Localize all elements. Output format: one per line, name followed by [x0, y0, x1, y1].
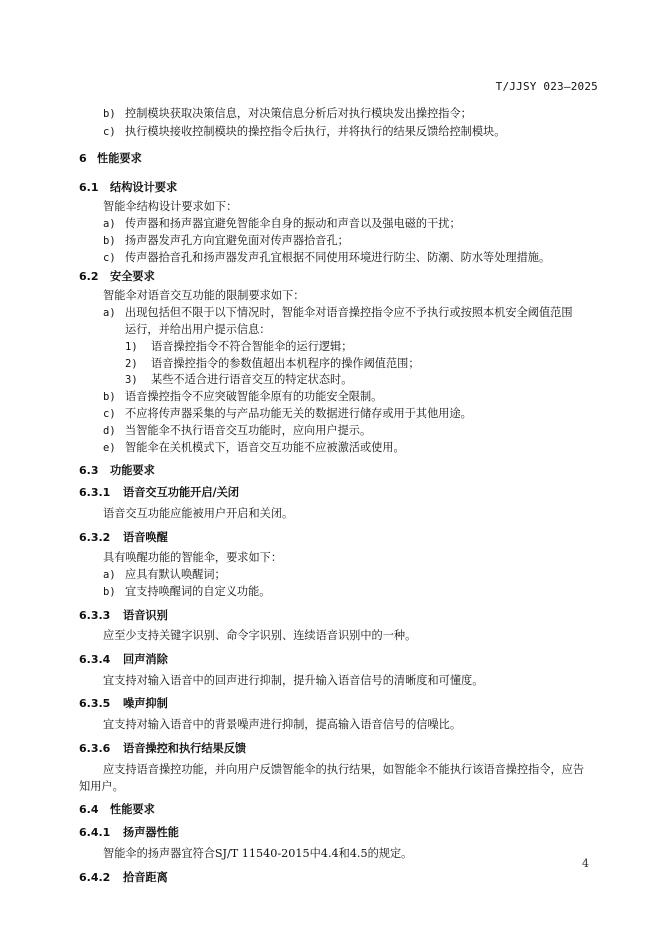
- section-number: 6.4.2: [79, 871, 111, 884]
- list-item-text: 当智能伞不执行语音交互功能时，应向用户提示。: [125, 424, 372, 437]
- section-title: 结构设计要求: [110, 181, 178, 194]
- section-title: 扬声器性能: [123, 826, 179, 839]
- section-number: 6: [79, 152, 87, 165]
- list-label: 1): [125, 341, 138, 353]
- list-label: a): [103, 569, 116, 581]
- section-number: 6.3.3: [79, 609, 111, 622]
- paragraph: 智能伞对语音交互功能的限制要求如下：: [103, 289, 305, 302]
- page-number: 4: [582, 857, 589, 870]
- list-item-text: 扬声器发声孔方向宜避免面对传声器拾音孔；: [125, 234, 349, 247]
- section-number: 6.3.5: [79, 697, 111, 710]
- list-label: 3): [125, 374, 138, 386]
- paragraph: 具有唤醒功能的智能伞，要求如下：: [103, 551, 283, 564]
- section-number: 6.4.1: [79, 826, 111, 839]
- section-title: 回声消除: [123, 653, 168, 666]
- list-item-text: 应具有默认唤醒词；: [125, 568, 226, 581]
- list-item-text: 运行，并给出用户提示信息：: [125, 323, 271, 336]
- paragraph: 智能伞结构设计要求如下：: [103, 200, 238, 213]
- section-number: 6.2: [79, 270, 99, 283]
- section-title: 语音识别: [123, 609, 168, 622]
- section-title: 拾音距离: [123, 871, 168, 884]
- paragraph: 应至少支持关键字识别、命令字识别、连续语音识别中的一种。: [103, 629, 417, 642]
- list-label: b): [103, 235, 116, 247]
- paragraph: 应支持语音操控功能，并向用户反馈智能伞的执行结果，如智能伞不能执行该语音操控指令，应告: [103, 763, 585, 776]
- standard-number: T/JJSY 023—2025: [495, 80, 598, 93]
- section-title: 性能要求: [97, 152, 142, 165]
- section-number: 6.3.4: [79, 653, 111, 666]
- section-number: 6.3.6: [79, 742, 111, 755]
- section-number: 6.4: [79, 803, 99, 816]
- section-number: 6.1: [79, 181, 99, 194]
- list-label: a): [103, 307, 116, 319]
- list-label: c): [103, 252, 116, 264]
- list-item-text: 执行模块接收控制模块的操控指令后执行，并将执行的结果反馈给控制模块。: [125, 125, 506, 138]
- paragraph: 知用户。: [79, 780, 124, 793]
- list-item-text: 控制模块获取决策信息，对决策信息分析后对执行模块发出操控指令；: [125, 107, 472, 120]
- list-label: b): [103, 108, 116, 120]
- list-label: e): [103, 442, 116, 454]
- list-item-text: 语音操控指令不应突破智能伞原有的功能安全限制。: [125, 390, 383, 403]
- section-title: 语音交互功能开启/关闭: [123, 486, 239, 499]
- list-label: a): [103, 218, 116, 230]
- section-title: 性能要求: [110, 803, 155, 816]
- paragraph: 语音交互功能应能被用户开启和关闭。: [103, 507, 294, 520]
- paragraph: 宜支持对输入语音中的背景噪声进行抑制，提高输入语音信号的信噪比。: [103, 718, 462, 731]
- paragraph: 智能伞的扬声器宜符合SJ/T 11540-2015中4.4和4.5的规定。: [103, 847, 413, 860]
- section-number: 6.3.2: [79, 531, 111, 544]
- list-label: d): [103, 425, 116, 437]
- list-label: 2): [125, 358, 138, 370]
- paragraph: 宜支持对输入语音中的回声进行抑制，提升输入语音信号的清晰度和可懂度。: [103, 674, 484, 687]
- list-item-text: 出现包括但不限于以下情况时，智能伞对语音操控指令应不予执行或按照本机安全阈值范围: [125, 306, 573, 319]
- list-label: c): [103, 126, 116, 138]
- section-title: 语音唤醒: [123, 531, 168, 544]
- section-number: 6.3.1: [79, 486, 111, 499]
- section-title: 安全要求: [110, 270, 155, 283]
- section-number: 6.3: [79, 464, 99, 477]
- list-label: c): [103, 408, 116, 420]
- list-item-text: 智能伞在关机模式下，语音交互功能不应被激活或使用。: [125, 441, 405, 454]
- list-item-text: 传声器拾音孔和扬声器发声孔宜根据不同使用环境进行防尘、防潮、防水等处理措施。: [125, 251, 551, 264]
- list-item-text: 语音操控指令不符合智能伞的运行逻辑；: [151, 340, 353, 353]
- list-item-text: 某些不适合进行语音交互的特定状态时。: [151, 373, 353, 386]
- list-item-text: 不应将传声器采集的与产品功能无关的数据进行储存或用于其他用途。: [125, 407, 472, 420]
- list-item-text: 宜支持唤醒词的自定义功能。: [125, 585, 271, 598]
- list-label: b): [103, 391, 116, 403]
- list-label: b): [103, 586, 116, 598]
- section-title: 语音操控和执行结果反馈: [123, 742, 247, 755]
- list-item-text: 语音操控指令的参数值超出本机程序的操作阈值范围；: [151, 357, 420, 370]
- section-title: 功能要求: [110, 464, 155, 477]
- section-title: 噪声抑制: [123, 697, 168, 710]
- list-item-text: 传声器和扬声器宜避免智能伞自身的振动和声音以及强电磁的干扰；: [125, 217, 461, 230]
